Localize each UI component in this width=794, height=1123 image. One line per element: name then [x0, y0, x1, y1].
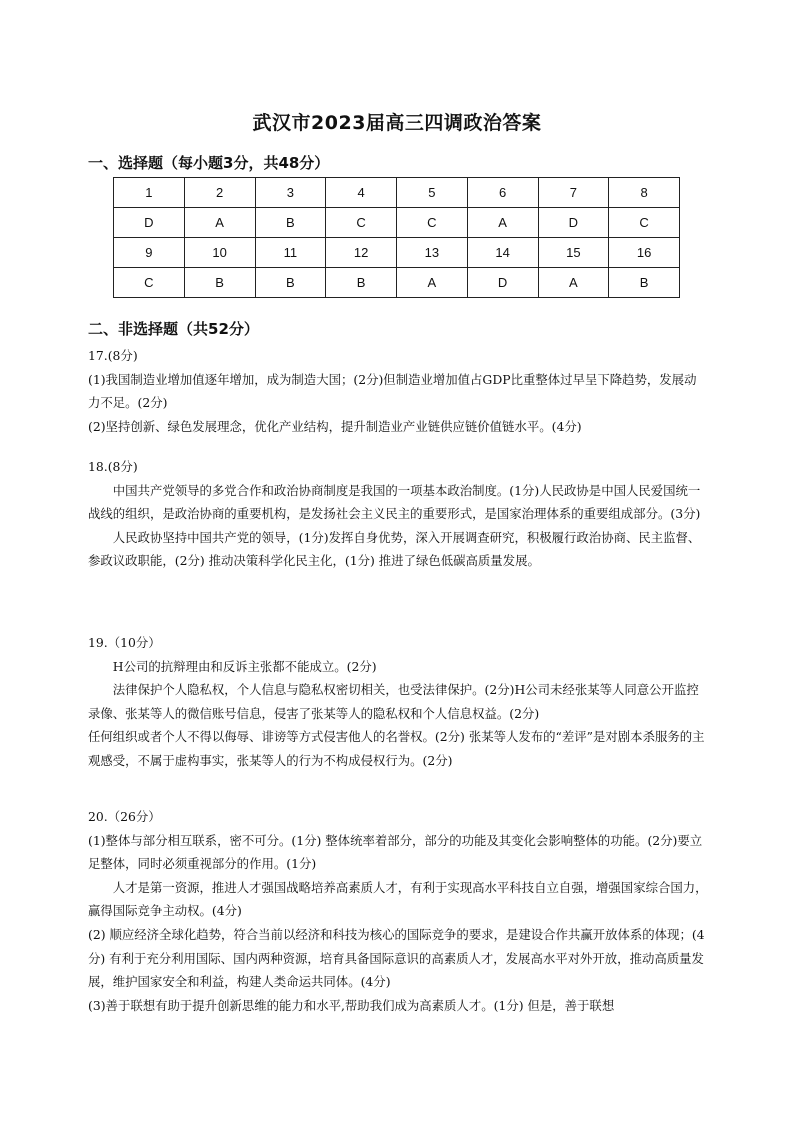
answer-cell: D — [538, 208, 609, 238]
answer-row — [114, 268, 680, 298]
question-number-cell: 8 — [609, 178, 680, 208]
answer-cell: D — [114, 208, 185, 238]
answer-cell: B — [255, 208, 326, 238]
question-number-cell: 2 — [184, 178, 255, 208]
question-19-answer-1: H公司的抗辩理由和反诉主张都不能成立。(2分) — [112, 658, 377, 674]
answer-cell: B — [255, 268, 326, 298]
question-20-label: 20.（26分） — [88, 809, 161, 824]
section2-heading: 二、非选择题（共52分） — [88, 320, 259, 338]
question-number-cell: 5 — [397, 178, 468, 208]
question-20 — [88, 805, 708, 1017]
question-number-cell: 12 — [326, 238, 397, 268]
question-20-answer-3: (2) 顺应经济全球化趋势，符合当前以经济和科技为核心的国际竞争的要求，是建设合作共赢开放体系的体现；(4分) 有利于充分利用国际、国内两种资源，培育具备国际意识的高素质人才，发展高水平对外开放，推动高质量发展，维护国家安全和利益，构建人类命运共同体。(4分) — [88, 926, 705, 990]
question-17-label: 17.(8分) — [88, 348, 138, 363]
question-number-cell: 14 — [467, 238, 538, 268]
answer-cell: B — [326, 268, 397, 298]
question-number-cell: 11 — [255, 238, 326, 268]
question-18 — [88, 455, 708, 573]
answer-cell: B — [609, 268, 680, 298]
question-number-cell: 3 — [255, 178, 326, 208]
question-number-cell: 1 — [114, 178, 185, 208]
answer-cell: A — [397, 268, 468, 298]
answer-cell: C — [609, 208, 680, 238]
question-19-answer-2: 法律保护个人隐私权，个人信息与隐私权密切相关，也受法律保护。(2分)H公司未经张某等人同意公开监控录像、张某等人的微信账号信息，侵害了张某等人的隐私权和个人信息权益。(2分) — [88, 682, 699, 721]
question-18-answer-1: 中国共产党领导的多党合作和政治协商制度是我国的一项基本政治制度。(1分)人民政协是中国人民爱国统一战线的组织，是政治协商的重要机构，是发扬社会主义民主的重要形式，是国家治理体系的重要组成部分。(3分) — [88, 482, 701, 522]
question-number-row — [114, 178, 680, 208]
question-17-answer-1: (1)我国制造业增加值逐年增加，成为制造大国；(2分)但制造业增加值占GDP比重整体过早呈下降趋势，发展动力不足。(2分) — [88, 371, 697, 411]
question-number-row — [114, 238, 680, 268]
question-18-label: 18.(8分) — [88, 459, 138, 474]
section1-heading: 一、选择题（每小题3分，共48分） — [88, 154, 330, 172]
answer-cell: A — [184, 208, 255, 238]
question-19-answer-3: 任何组织或者个人不得以侮辱、诽谤等方式侵害他人的名誉权。(2分) 张某等人发布的“差评”是对剧本杀服务的主观感受，不属于虚构事实，张某等人的行为不构成侵权行为。(2分) — [88, 729, 705, 768]
question-18-answer-2: 人民政协坚持中国共产党的领导，(1分)发挥自身优势，深入开展调查研究，积极履行政治协商、民主监督、参政议政职能，(2分) 推动决策科学化民主化，(1分) 推进了绿色低碳高质量发展。 — [88, 529, 701, 569]
document-title: 武汉市2023届高三四调政治答案 — [252, 112, 542, 134]
question-20-answer-2: 人才是第一资源，推进人才强国战略培养高素质人才，有利于实现高水平科技自立自强，增强国家综合国力，赢得国际竞争主动权。(4分) — [88, 879, 708, 919]
question-19 — [88, 631, 708, 773]
answer-cell: C — [326, 208, 397, 238]
question-17 — [88, 344, 708, 438]
answer-cell: C — [397, 208, 468, 238]
question-17-answer-2: (2)坚持创新、绿色发展理念，优化产业结构，提升制造业产业链供应链价值链水平。(4分) — [88, 418, 582, 434]
question-19-label: 19.（10分） — [88, 635, 161, 650]
question-number-cell: 7 — [538, 178, 609, 208]
question-20-answer-1: (1)整体与部分相互联系，密不可分。(1分) 整体统率着部分，部分的功能及其变化会影响整体的功能。(2分)要立足整体，同时必须重视部分的作用。(1分) — [88, 832, 703, 872]
answer-cell: A — [467, 208, 538, 238]
question-20-answer-4: (3)善于联想有助于提升创新思维的能力和水平,帮助我们成为高素质人才。(1分) 但是，善于联想 — [88, 997, 615, 1013]
question-number-cell: 10 — [184, 238, 255, 268]
answer-cell: D — [467, 268, 538, 298]
question-number-cell: 16 — [609, 238, 680, 268]
question-number-cell: 15 — [538, 238, 609, 268]
question-number-cell: 13 — [397, 238, 468, 268]
answer-row — [114, 208, 680, 238]
question-number-cell: 6 — [467, 178, 538, 208]
answer-cell: A — [538, 268, 609, 298]
question-number-cell: 4 — [326, 178, 397, 208]
question-number-cell: 9 — [114, 238, 185, 268]
answer-cell: C — [114, 268, 185, 298]
answer-key-table — [113, 177, 680, 298]
answer-cell: B — [184, 268, 255, 298]
